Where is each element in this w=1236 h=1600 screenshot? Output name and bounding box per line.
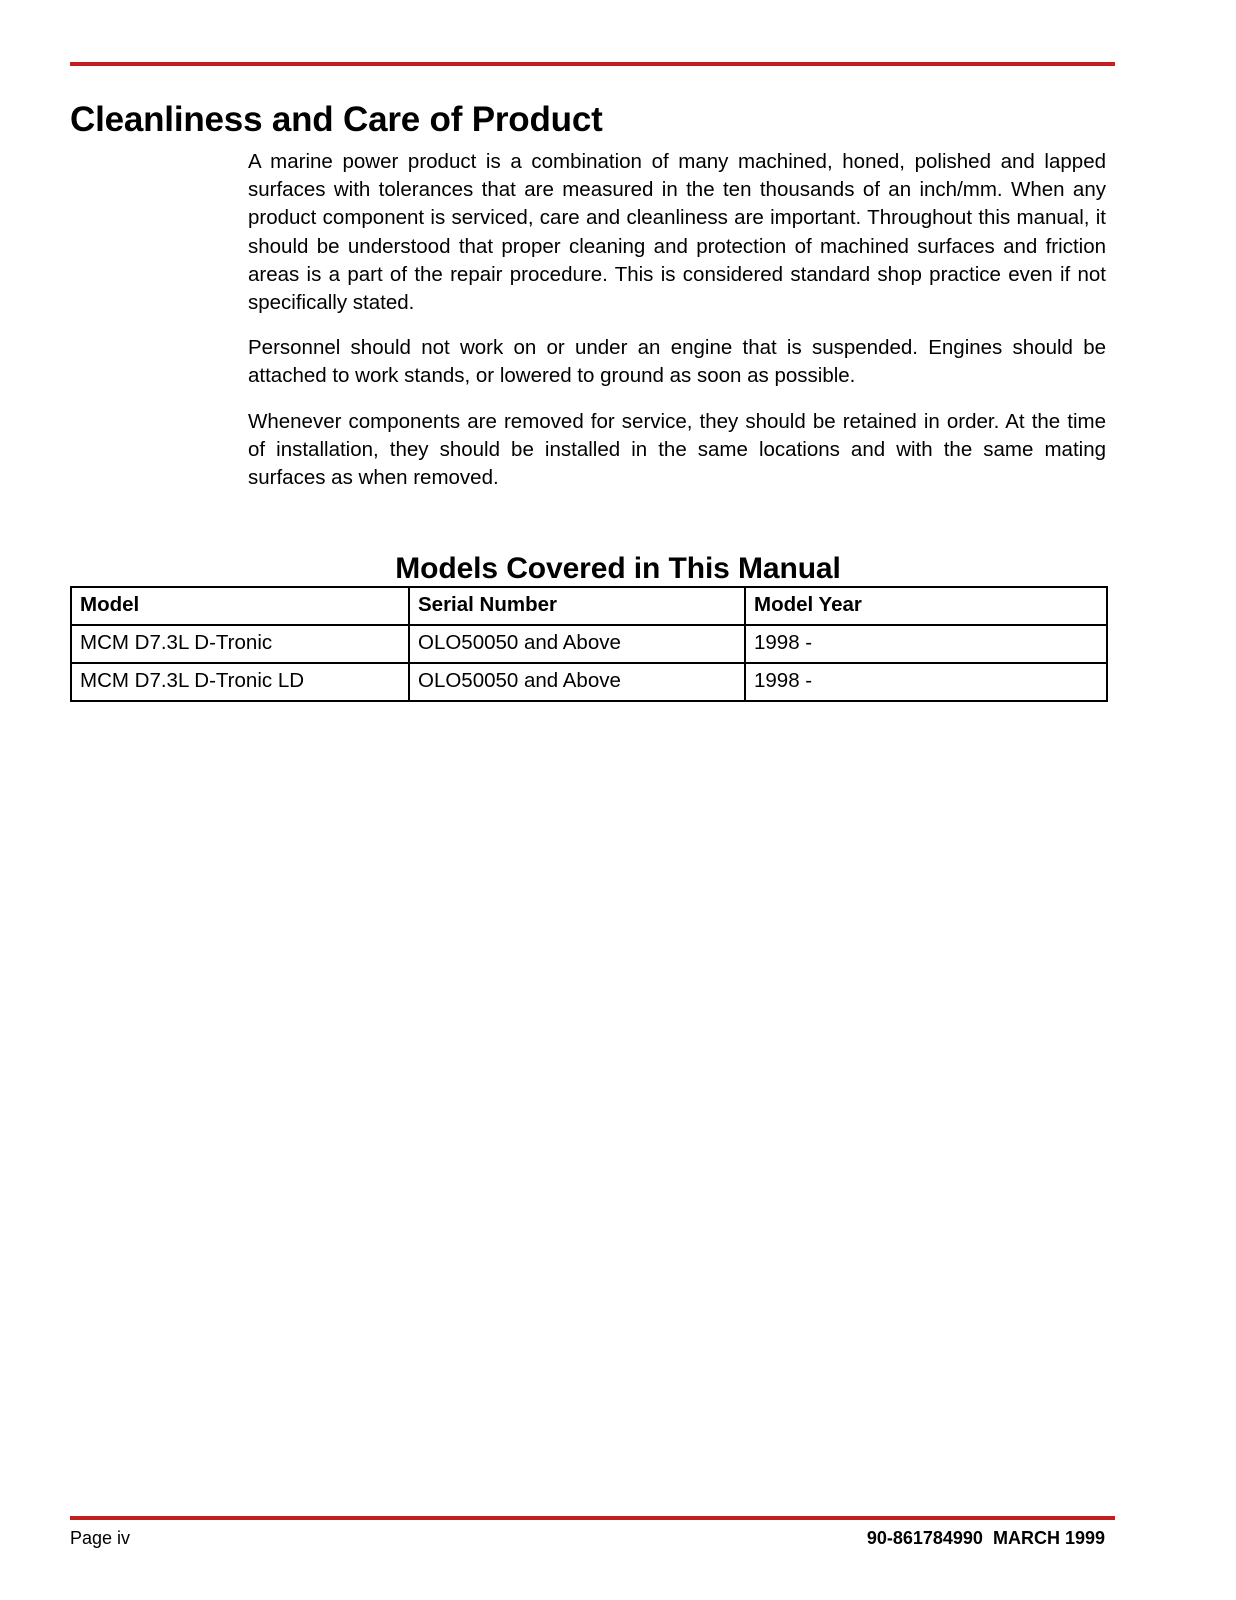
models-table-container [70,586,1106,702]
header-rule [70,62,1115,66]
footer-part-number: 90-861784990 [866,1528,983,1548]
table-row [71,663,1107,701]
models-heading: Models Covered in This Manual [395,551,841,585]
cell-model-year: 1998 - [745,625,1107,663]
footer-document-id [867,1528,1105,1549]
column-header-model-year: Model Year [745,587,1107,625]
table-header-row [71,587,1107,625]
table-row [71,625,1107,663]
cell-serial-number: OLO50050 and Above [409,663,745,701]
cell-model: MCM D7.3L D-Tronic LD [71,663,409,701]
footer-page-number: Page iv [70,1528,131,1548]
page-title: Cleanliness and Care of Product [70,100,603,140]
body-copy [248,148,1106,492]
column-header-model: Model [71,587,409,625]
column-header-serial-number: Serial Number [409,587,745,625]
paragraph: A marine power product is a combination of many machined, honed, polished and lapped surfaces with tolerances that are measured in the ten thousands of an inch/mm. When any product component is serviced, care and cleanliness are important. Throughout this manual, it should be understood that proper cleaning and protection of machined surfaces and friction areas is a part of the repair procedure. This is considered standard shop practice even if not specifically stated. [248,150,1106,315]
cell-model-year: 1998 - [745,663,1107,701]
models-table [70,586,1108,702]
paragraph: Whenever components are removed for service, they should be retained in order. At the time of installation, they should be installed in the same locations and with the same mating surfaces as when removed. [248,409,1106,490]
paragraph: Personnel should not work on or under an engine that is suspended. Engines should be attached to work stands, or lowered to ground as soon as possible. [248,336,1106,388]
footer-date: MARCH 1999 [992,1528,1105,1548]
cell-serial-number: OLO50050 and Above [409,625,745,663]
cell-model: MCM D7.3L D-Tronic [71,625,409,663]
footer-rule [70,1516,1115,1520]
